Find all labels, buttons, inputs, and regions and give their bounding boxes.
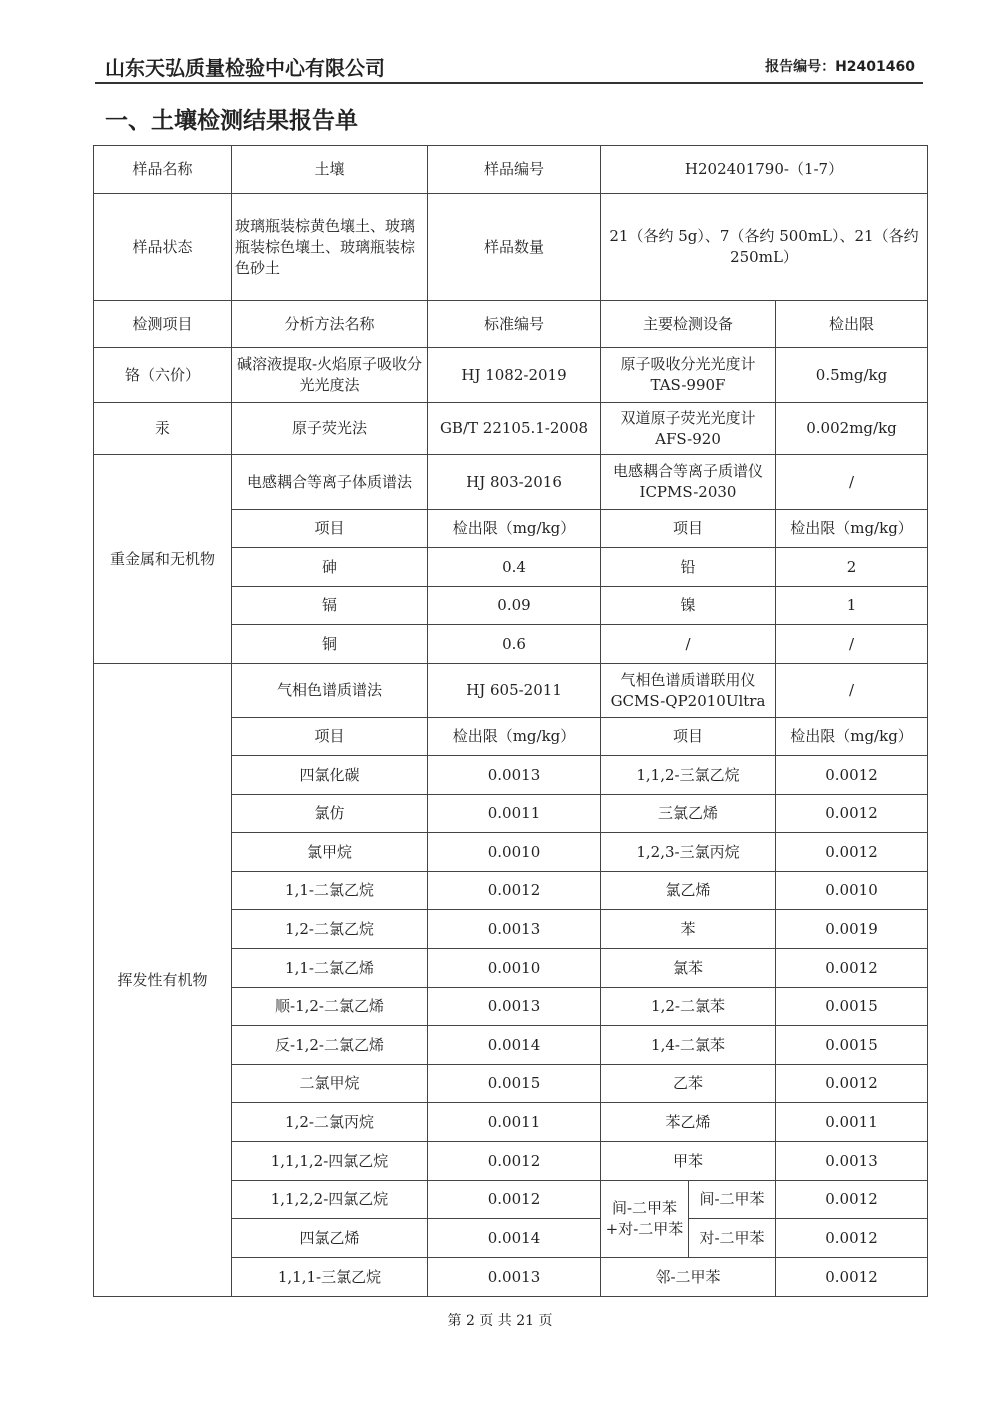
- voc-item-a: 四氯化碳: [232, 756, 428, 795]
- voc-limit-a: 0.0010: [428, 833, 601, 872]
- xylene-group: 间-二甲苯+对-二甲苯: [601, 1181, 689, 1258]
- voc-limit-a: 0.0011: [428, 795, 601, 833]
- voc-limit-a: 0.0015: [428, 1065, 601, 1103]
- hm-item-b: 铅: [601, 548, 776, 587]
- voc-limit-b: 0.0012: [776, 1065, 928, 1103]
- hm-sub-item-b: 项目: [601, 510, 776, 548]
- voc-method: 气相色谱质谱法: [232, 664, 428, 718]
- voc-limit-a: 0.0012: [428, 1181, 601, 1219]
- voc-item-a: 1,1,1-三氯乙烷: [232, 1258, 428, 1297]
- column-header-row: [94, 301, 928, 348]
- hm-limit-a: 0.09: [428, 587, 601, 625]
- voc-sub-limit-a: 检出限（mg/kg）: [428, 718, 601, 756]
- hm-item-a: 铜: [232, 625, 428, 664]
- voc-item-b: 对-二甲苯: [689, 1219, 776, 1258]
- hg-equipment: 双道原子荧光光度计 AFS-920: [601, 403, 776, 455]
- hm-limit: /: [776, 455, 928, 510]
- voc-limit-b: 0.0010: [776, 872, 928, 910]
- voc-item-a: 二氯甲烷: [232, 1065, 428, 1103]
- hm-item-a: 砷: [232, 548, 428, 587]
- voc-item-b: 1,2-二氯苯: [601, 988, 776, 1026]
- voc-item-a: 1,1,1,2-四氯乙烷: [232, 1142, 428, 1181]
- voc-item-b: 苯乙烯: [601, 1103, 776, 1142]
- voc-limit-a: 0.0012: [428, 872, 601, 910]
- mercury-row: [94, 403, 928, 455]
- voc-item-b: 乙苯: [601, 1065, 776, 1103]
- cr-item: 铬（六价）: [94, 348, 232, 403]
- sample-code-value: H202401790-（1-7）: [601, 146, 928, 194]
- voc-item-a: 氯仿: [232, 795, 428, 833]
- voc-item-a: 1,2-二氯乙烷: [232, 910, 428, 949]
- voc-item-a: 1,1-二氯乙烷: [232, 872, 428, 910]
- voc-item-b: 1,2,3-三氯丙烷: [601, 833, 776, 872]
- voc-sub-limit-b: 检出限（mg/kg）: [776, 718, 928, 756]
- voc-sub-item-a: 项目: [232, 718, 428, 756]
- voc-item-b: 甲苯: [601, 1142, 776, 1181]
- company-name: 山东天弘质量检验中心有限公司: [105, 56, 385, 80]
- voc-item-b: 三氯乙烯: [601, 795, 776, 833]
- hm-limit-a: 0.6: [428, 625, 601, 664]
- page-number: 第 2 页 共 21 页: [447, 1313, 553, 1329]
- voc-limit-a: 0.0013: [428, 988, 601, 1026]
- sample-status-label: 样品状态: [94, 194, 232, 301]
- sample-name-label: 样品名称: [94, 146, 232, 194]
- voc-limit-b: 0.0012: [776, 1181, 928, 1219]
- voc-limit-b: 0.0012: [776, 756, 928, 795]
- voc-limit-b: 0.0015: [776, 988, 928, 1026]
- heavy-metals-group: 重金属和无机物: [94, 455, 232, 664]
- hm-limit-b: 1: [776, 587, 928, 625]
- vocs-group: 挥发性有机物: [94, 664, 232, 1297]
- voc-limit-b: 0.0012: [776, 949, 928, 988]
- hm-equipment: 电感耦合等离子质谱仪 ICPMS-2030: [601, 455, 776, 510]
- voc-item-a: 反-1,2-二氯乙烯: [232, 1026, 428, 1065]
- voc-limit-a: 0.0013: [428, 756, 601, 795]
- voc-limit-b: 0.0019: [776, 910, 928, 949]
- sample-qty-value: 21（各约 5g）、7（各约 500mL）、21（各约 250mL）: [601, 194, 928, 301]
- sample-qty-label: 样品数量: [428, 194, 601, 301]
- voc-limit-a: 0.0014: [428, 1026, 601, 1065]
- heavy-metals-method-row: [94, 455, 928, 510]
- col-limit: 检出限: [776, 301, 928, 348]
- cr-equipment: 原子吸收分光光度计 TAS-990F: [601, 348, 776, 403]
- voc-limit-a: 0.0013: [428, 910, 601, 949]
- vocs-method-row: [94, 664, 928, 718]
- soil-test-report-table: [93, 145, 928, 1297]
- voc-limit-a: 0.0011: [428, 1103, 601, 1142]
- voc-item-b: 苯: [601, 910, 776, 949]
- voc-item-a: 1,2-二氯丙烷: [232, 1103, 428, 1142]
- voc-limit-b: 0.0011: [776, 1103, 928, 1142]
- hg-method: 原子荧光法: [232, 403, 428, 455]
- col-item: 检测项目: [94, 301, 232, 348]
- voc-limit-b: 0.0012: [776, 795, 928, 833]
- voc-item-a: 1,1,2,2-四氯乙烷: [232, 1181, 428, 1219]
- hg-limit: 0.002mg/kg: [776, 403, 928, 455]
- page-title: 一、土壤检测结果报告单: [105, 108, 358, 134]
- voc-limit-b: 0.0012: [776, 1258, 928, 1297]
- cr-standard: HJ 1082-2019: [428, 348, 601, 403]
- voc-limit-b: 0.0013: [776, 1142, 928, 1181]
- voc-item-a: 1,1-二氯乙烯: [232, 949, 428, 988]
- voc-item-b: 1,1,2-三氯乙烷: [601, 756, 776, 795]
- cr-limit: 0.5mg/kg: [776, 348, 928, 403]
- voc-standard: HJ 605-2011: [428, 664, 601, 718]
- hm-limit-a: 0.4: [428, 548, 601, 587]
- sample-code-label: 样品编号: [428, 146, 601, 194]
- hm-limit-b: 2: [776, 548, 928, 587]
- hm-standard: HJ 803-2016: [428, 455, 601, 510]
- voc-item-a: 四氯乙烯: [232, 1219, 428, 1258]
- sample-status-row: [94, 194, 928, 301]
- voc-item-b: 邻-二甲苯: [601, 1258, 776, 1297]
- hm-sub-limit-b: 检出限（mg/kg）: [776, 510, 928, 548]
- voc-limit-a: 0.0014: [428, 1219, 601, 1258]
- hm-item-a: 镉: [232, 587, 428, 625]
- sample-status-value: 玻璃瓶装棕黄色壤土、玻璃瓶装棕色壤土、玻璃瓶装棕色砂土: [232, 194, 428, 301]
- hm-item-b: /: [601, 625, 776, 664]
- voc-equipment: 气相色谱质谱联用仪 GCMS-QP2010Ultra: [601, 664, 776, 718]
- voc-limit-b: 0.0012: [776, 1219, 928, 1258]
- voc-item-a: 顺-1,2-二氯乙烯: [232, 988, 428, 1026]
- page-header: [95, 50, 923, 80]
- voc-item-b: 间-二甲苯: [689, 1181, 776, 1219]
- voc-limit-b: 0.0015: [776, 1026, 928, 1065]
- voc-item-a: 氯甲烷: [232, 833, 428, 872]
- cr-method: 碱溶液提取-火焰原子吸收分光光度法: [232, 348, 428, 403]
- hm-method: 电感耦合等离子体质谱法: [232, 455, 428, 510]
- hg-standard: GB/T 22105.1-2008: [428, 403, 601, 455]
- voc-item-b: 1,4-二氯苯: [601, 1026, 776, 1065]
- voc-sub-item-b: 项目: [601, 718, 776, 756]
- sample-name-value: 土壤: [232, 146, 428, 194]
- hm-sub-limit-a: 检出限（mg/kg）: [428, 510, 601, 548]
- header-rule: [95, 82, 923, 84]
- voc-limit-a: 0.0010: [428, 949, 601, 988]
- voc-limit-a: 0.0012: [428, 1142, 601, 1181]
- sample-name-row: [94, 146, 928, 194]
- report-number: 报告编号：H2401460: [765, 59, 915, 75]
- col-equipment: 主要检测设备: [601, 301, 776, 348]
- col-standard: 标准编号: [428, 301, 601, 348]
- voc-item-b: 氯苯: [601, 949, 776, 988]
- voc-limit: /: [776, 664, 928, 718]
- hg-item: 汞: [94, 403, 232, 455]
- voc-limit-b: 0.0012: [776, 833, 928, 872]
- hm-item-b: 镍: [601, 587, 776, 625]
- hexavalent-cr-row: [94, 348, 928, 403]
- col-method: 分析方法名称: [232, 301, 428, 348]
- hm-limit-b: /: [776, 625, 928, 664]
- hm-sub-item-a: 项目: [232, 510, 428, 548]
- voc-item-b: 氯乙烯: [601, 872, 776, 910]
- voc-limit-a: 0.0013: [428, 1258, 601, 1297]
